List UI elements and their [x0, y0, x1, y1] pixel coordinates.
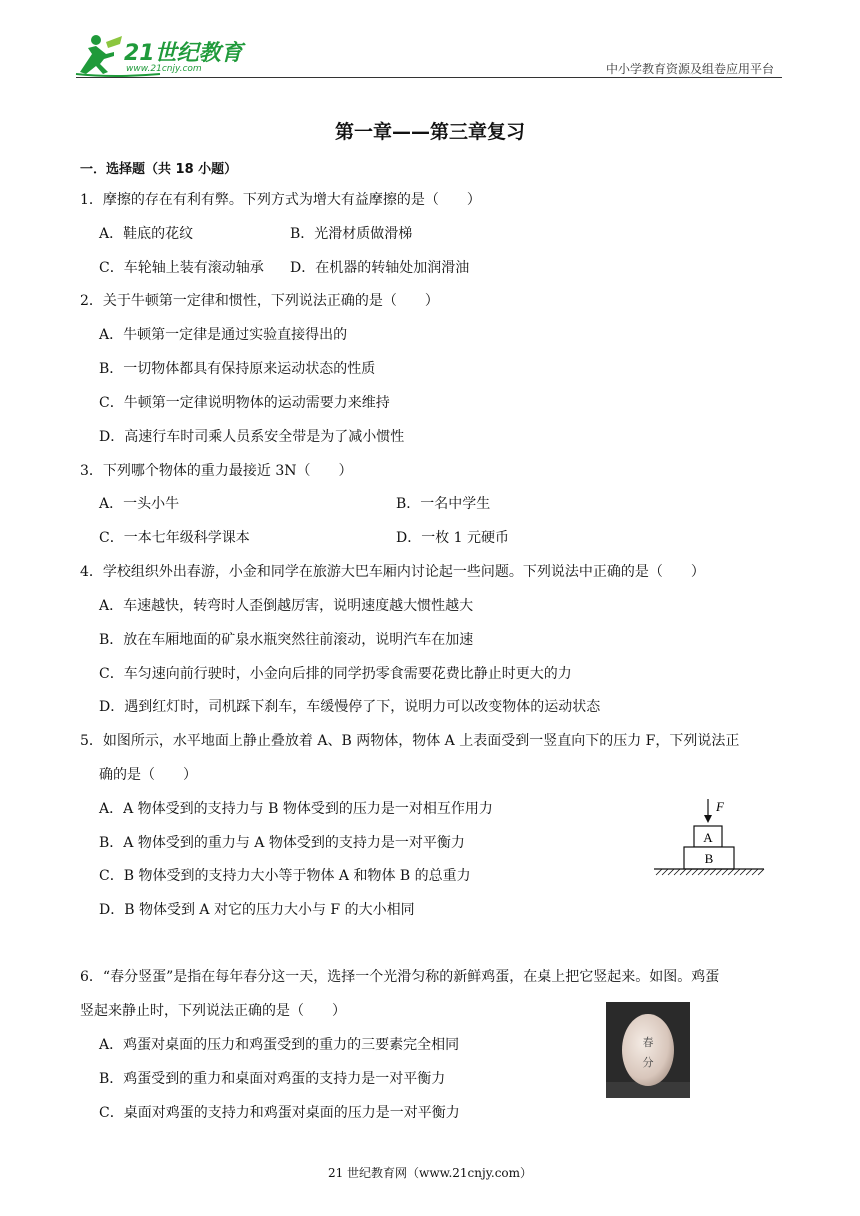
standing-egg-photo [606, 1002, 690, 1098]
ground-hatching [656, 869, 764, 875]
force-label: F [716, 799, 724, 814]
question-2-option-a: A．牛顿第一定律是通过实验直接得出的 [99, 327, 348, 343]
question-3-option-c: C．一本七年级科学课本 [99, 530, 250, 546]
question-1-option-c: C．车轮轴上装有滚动轴承 [99, 260, 264, 276]
question-5-option-c: C．B 物体受到的支持力大小等于物体 A 和物体 B 的总重力 [99, 868, 471, 884]
question-3-stem: 3．下列哪个物体的重力最接近 3N（ ） [80, 463, 353, 479]
logo-text: 21世纪教育 [124, 41, 243, 66]
question-6-option-b: B．鸡蛋受到的重力和桌面对鸡蛋的支持力是一对平衡力 [99, 1071, 446, 1087]
question-4-option-d: D．遇到红灯时，司机踩下刹车，车缓慢停了下，说明力可以改变物体的运动状态 [99, 699, 601, 715]
logo-subtext: www.21cnjy.com [126, 64, 202, 74]
egg-text-bottom: 分 [642, 1056, 654, 1069]
question-6-option-a: A．鸡蛋对桌面的压力和鸡蛋受到的重力的三要素完全相同 [99, 1037, 460, 1053]
question-5-option-b: B．A 物体受到的重力与 A 物体受到的支持力是一对平衡力 [99, 835, 465, 851]
question-4-option-b: B．放在车厢地面的矿泉水瓶突然往前滚动，说明汽车在加速 [99, 632, 474, 648]
question-1-stem: 1．摩擦的存在有利有弊。下列方式为增大有益摩擦的是（ ） [80, 192, 481, 208]
section-heading: 一．选择题（共 18 小题） [80, 162, 238, 177]
question-4-option-c: C．车匀速向前行驶时，小金向后排的同学扔零食需要花费比静止时更大的力 [99, 666, 572, 682]
question-3-option-a: A．一头小牛 [99, 496, 180, 512]
page-footer: 21 世纪教育网（www.21cnjy.com） [327, 1166, 533, 1180]
page-title: 第一章——第三章复习 [334, 121, 525, 143]
question-1-option-b: B．光滑材质做滑梯 [290, 226, 413, 242]
question-2-option-c: C．牛顿第一定律说明物体的运动需要力来维持 [99, 395, 390, 411]
question-3-option-b: B．一名中学生 [396, 496, 491, 512]
question-2-option-d: D．高速行车时司乘人员系安全带是为了减小惯性 [99, 429, 405, 445]
force-arrow-head [704, 815, 712, 823]
question-1-option-d: D．在机器的转轴处加润滑油 [290, 260, 470, 276]
question-2-stem: 2．关于牛顿第一定律和惯性，下列说法正确的是（ ） [80, 293, 439, 309]
question-5-option-a: A．A 物体受到的支持力与 B 物体受到的压力是一对相互作用力 [99, 801, 493, 817]
egg-shape [622, 1014, 674, 1086]
stacked-blocks-figure [650, 795, 768, 883]
block-a-label: A [703, 830, 713, 845]
question-6-stem: 6．“春分竖蛋”是指在每年春分这一天，选择一个光滑匀称的新鲜鸡蛋，在桌上把它竖起来。如图。鸡蛋 [80, 969, 720, 985]
question-4-option-a: A．车速越快，转弯时人歪倒越厉害，说明速度越大惯性越大 [99, 598, 474, 614]
header-divider [76, 77, 782, 78]
platform-label: 中小学教育资源及组卷应用平台 [605, 62, 774, 76]
question-5-option-d: D．B 物体受到 A 对它的压力大小与 F 的大小相同 [99, 902, 415, 918]
question-3-option-d: D．一枚 1 元硬币 [396, 530, 510, 546]
question-2-option-b: B．一切物体都具有保持原来运动状态的性质 [99, 361, 376, 377]
question-6-stem-continued: 竖起来静止时，下列说法正确的是（ ） [80, 1003, 346, 1019]
egg-text-top: 春 [642, 1036, 654, 1049]
question-5-stem: 5．如图所示，水平地面上静止叠放着 A、B 两物体，物体 A 上表面受到一竖直向下的压力 F，下列说法正 [80, 733, 740, 749]
block-b-label: B [704, 851, 714, 866]
question-5-stem-continued: 确的是（ ） [99, 767, 197, 783]
question-4-stem: 4．学校组织外出春游，小金和同学在旅游大巴车厢内讨论起一些问题。下列说法中正确的是（ ） [80, 564, 705, 580]
question-1-option-a: A．鞋底的花纹 [99, 226, 194, 242]
question-6-option-c: C．桌面对鸡蛋的支持力和鸡蛋对桌面的压力是一对平衡力 [99, 1105, 460, 1121]
